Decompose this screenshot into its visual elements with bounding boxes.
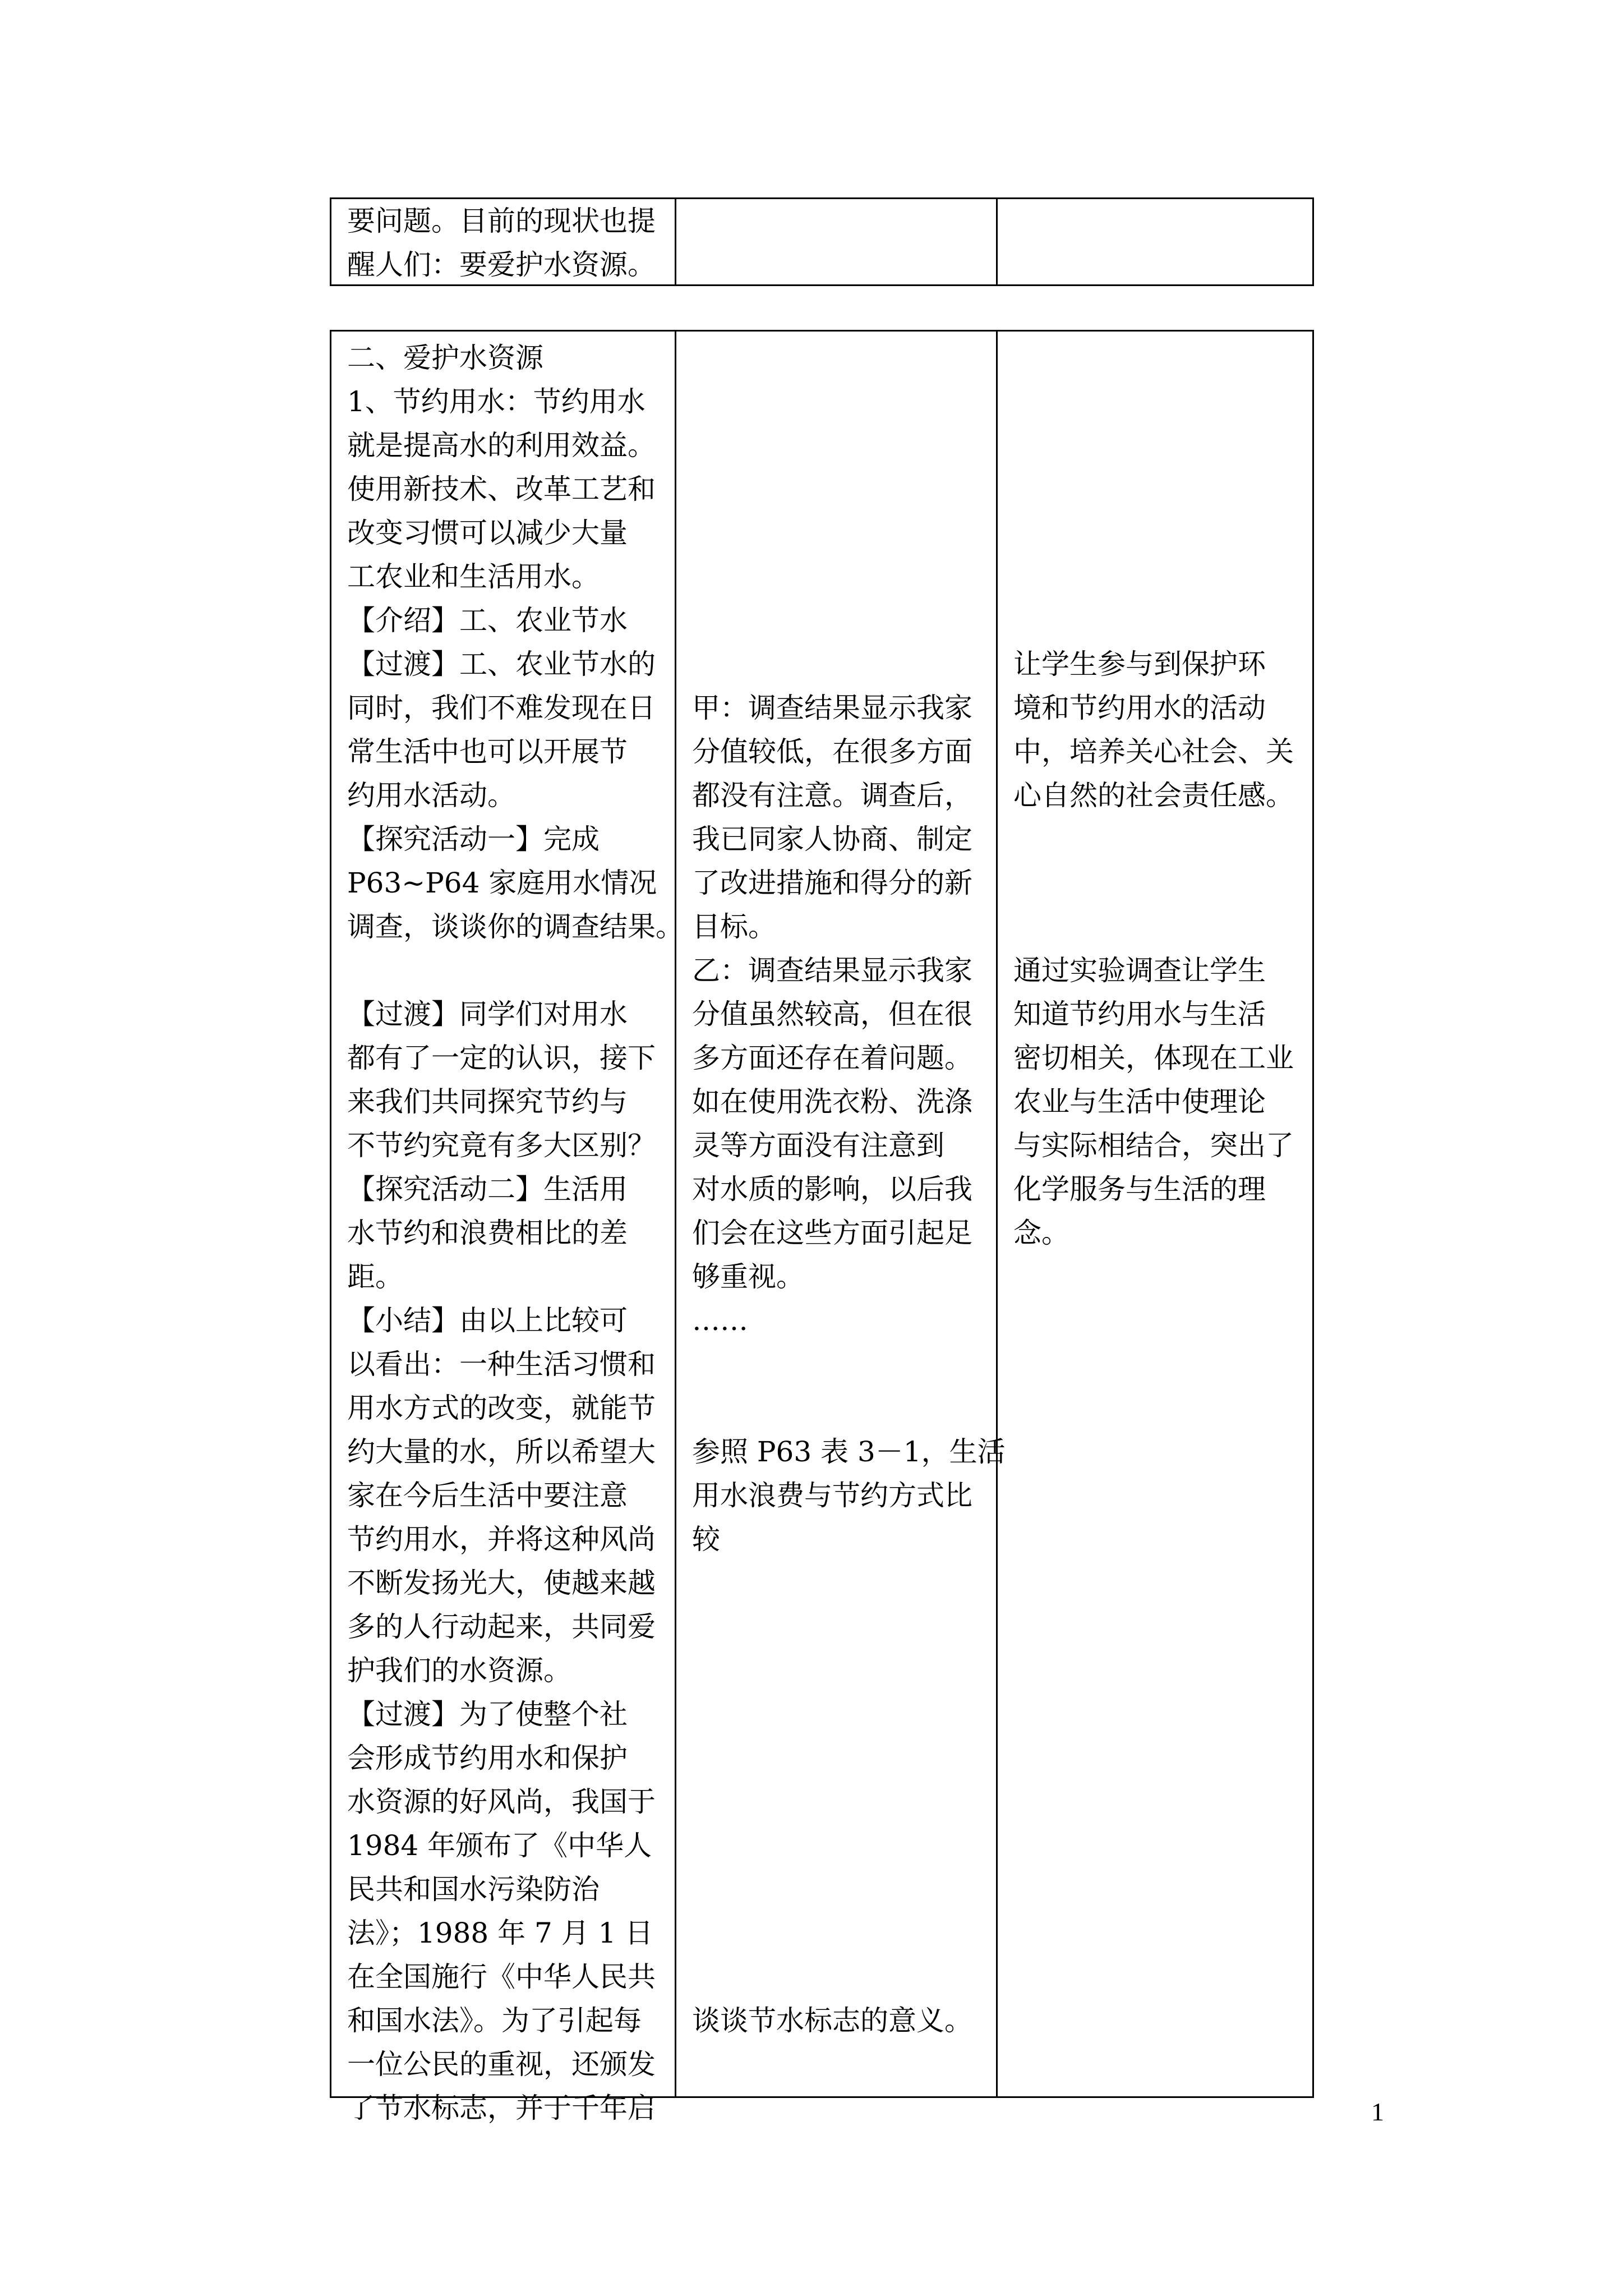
table-main-col-1 bbox=[331, 332, 684, 2124]
table-main-col3-line: 心自然的社会责任感。 bbox=[1013, 779, 1294, 812]
table-main-col1-line: 法》；1988 年 7 月 1 日 bbox=[347, 1917, 653, 1949]
table-main-col1-line: P63~P64 家庭用水情况 bbox=[347, 867, 657, 899]
table-top-col-1 bbox=[331, 199, 675, 284]
table-main-col1-line: 了节水标志，并于千年启 bbox=[347, 2092, 656, 2124]
table-main-col2-line: 乙：调查结果显示我家 bbox=[692, 954, 972, 987]
table-main-col2-line: 分值较低，在很多方面 bbox=[692, 735, 972, 768]
table-main-col2-line: 都没有注意。调查后， bbox=[692, 779, 972, 812]
table-main-col1-line: 【探究活动一】完成 bbox=[347, 823, 600, 855]
table-main-col1-line: 同时，我们不难发现在日 bbox=[347, 692, 656, 724]
table-main-col1-line: 家在今后生活中要注意 bbox=[347, 1479, 628, 1512]
table-main-col2-line: 我已同家人协商、制定 bbox=[692, 823, 972, 855]
table-main-col3-line: 密切相关，体现在工业 bbox=[1013, 1042, 1294, 1074]
table-main-col1-line: 距。 bbox=[347, 1260, 403, 1293]
table-main-col1-line: 1984 年颁布了《中华人 bbox=[347, 1829, 652, 1862]
table-main-col3-line: 知道节约用水与生活 bbox=[1013, 998, 1266, 1030]
table-main-col1-line: 来我们共同探究节约与 bbox=[347, 1085, 628, 1118]
table-main-col2-line: 如在使用洗衣粉、洗涤 bbox=[692, 1085, 972, 1118]
table-main-col2-line: …… bbox=[692, 1304, 748, 1337]
table-main-col3-line: 境和节约用水的活动 bbox=[1013, 692, 1266, 724]
table-main-col3-line: 化学服务与生活的理 bbox=[1013, 1173, 1266, 1205]
table-main-col2-line: 谈谈节水标志的意义。 bbox=[692, 2004, 972, 2037]
table-main-col1-line: 【小结】由以上比较可 bbox=[347, 1304, 628, 1337]
table-main-col1-line: 改变习惯可以减少大量 bbox=[347, 517, 628, 549]
table-main-col1-line: 会形成节约用水和保护 bbox=[347, 1742, 628, 1774]
table-main-col3-line: 与实际相结合，突出了 bbox=[1013, 1129, 1294, 1162]
table-top-col-3 bbox=[996, 199, 1312, 284]
table-main-col1-line: 一位公民的重视，还颁发 bbox=[347, 2048, 656, 2081]
table-main-col-2 bbox=[675, 332, 1006, 2096]
table-main-col3-line: 中，培养关心社会、关 bbox=[1013, 735, 1294, 768]
table-main-col3-line: 通过实验调查让学生 bbox=[1013, 954, 1266, 987]
table-main-col1-line: 就是提高水的利用效益。 bbox=[347, 429, 656, 462]
table-main-col2-line: 甲：调查结果显示我家 bbox=[692, 692, 972, 724]
table-main-col1-line: 工农业和生活用水。 bbox=[347, 560, 600, 593]
table-main-col1-line: 约用水活动。 bbox=[347, 779, 515, 812]
table-top-col1-line: 要问题。目前的现状也提 bbox=[347, 205, 656, 237]
table-top bbox=[330, 197, 1314, 286]
table-main-col1-line: 二、爱护水资源 bbox=[347, 342, 543, 374]
table-main-col2-line: 分值虽然较高，但在很 bbox=[692, 998, 972, 1030]
table-main-col1-line: 民共和国水污染防治 bbox=[347, 1873, 600, 1906]
table-main-col2-line: 较 bbox=[692, 1523, 720, 1556]
table-main-col2-line: 够重视。 bbox=[692, 1260, 804, 1293]
table-main-col2-line: 了改进措施和得分的新 bbox=[692, 867, 972, 899]
table-main-col1-line: 多的人行动起来，共同爱 bbox=[347, 1611, 656, 1643]
table-main-col1-line: 1、节约用水：节约用水 bbox=[347, 385, 645, 418]
table-main-col1-line: 不节约究竟有多大区别？ bbox=[347, 1129, 656, 1162]
table-main-col1-line: 不断发扬光大，使越来越 bbox=[347, 1567, 656, 1599]
table-main-col1-line: 常生活中也可以开展节 bbox=[347, 735, 628, 768]
table-main-col1-line: 都有了一定的认识，接下 bbox=[347, 1042, 656, 1074]
table-main-col3-line: 农业与生活中使理论 bbox=[1013, 1085, 1266, 1118]
table-main-col1-line: 水节约和浪费相比的差 bbox=[347, 1217, 628, 1249]
table-main-col3-line: 念。 bbox=[1013, 1217, 1069, 1249]
table-main-col1-line: 调查，谈谈你的调查结果。 bbox=[347, 910, 684, 943]
table-main-col1-line: 【过渡】同学们对用水 bbox=[347, 998, 628, 1030]
table-main-col1-line: 节约用水，并将这种风尚 bbox=[347, 1523, 656, 1556]
table-main-col1-line: 【过渡】为了使整个社 bbox=[347, 1698, 628, 1731]
table-main-col1-line: 以看出：一种生活习惯和 bbox=[347, 1348, 656, 1381]
table-main-col1-line: 水资源的好风尚，我国于 bbox=[347, 1786, 656, 1818]
table-main bbox=[330, 330, 1314, 2124]
table-main-col1-line: 约大量的水，所以希望大 bbox=[347, 1435, 656, 1468]
table-main-col3-line: 让学生参与到保护环 bbox=[1013, 648, 1266, 680]
table-top-col1-line: 醒人们：要爱护水资源。 bbox=[347, 249, 656, 281]
table-main-col2-line: 用水浪费与节约方式比 bbox=[692, 1479, 972, 1512]
table-main-col1-line: 【过渡】工、农业节水的 bbox=[347, 648, 656, 680]
table-main-col2-line: 多方面还存在着问题。 bbox=[692, 1042, 972, 1074]
table-main-col1-line: 和国水法》。为了引起每 bbox=[347, 2004, 642, 2037]
table-main-col1-line: 用水方式的改变，就能节 bbox=[347, 1392, 656, 1424]
table-main-col2-line: 们会在这些方面引起足 bbox=[692, 1217, 972, 1249]
table-top-col-2 bbox=[675, 199, 996, 284]
table-main-col2-line: 对水质的影响，以后我 bbox=[692, 1173, 972, 1205]
table-main-col2-line: 参照 P63 表 3－1，生活 bbox=[692, 1435, 1006, 1468]
table-main-col1-line: 【探究活动二】生活用 bbox=[347, 1173, 628, 1205]
table-main-col2-line: 目标。 bbox=[692, 910, 776, 943]
page-number: 1 bbox=[1371, 2097, 1384, 2126]
table-main-col-3 bbox=[996, 332, 1312, 2096]
table-main-col1-line: 【介绍】工、农业节水 bbox=[347, 604, 628, 637]
table-main-col1-line: 使用新技术、改革工艺和 bbox=[347, 473, 656, 505]
table-main-col1-line bbox=[347, 949, 670, 992]
table-main-col1-line: 护我们的水资源。 bbox=[347, 1654, 571, 1687]
table-main-col1-line: 在全国施行《中华人民共 bbox=[347, 1961, 656, 1993]
table-main-col2-line: 灵等方面没有注意到 bbox=[692, 1129, 944, 1162]
